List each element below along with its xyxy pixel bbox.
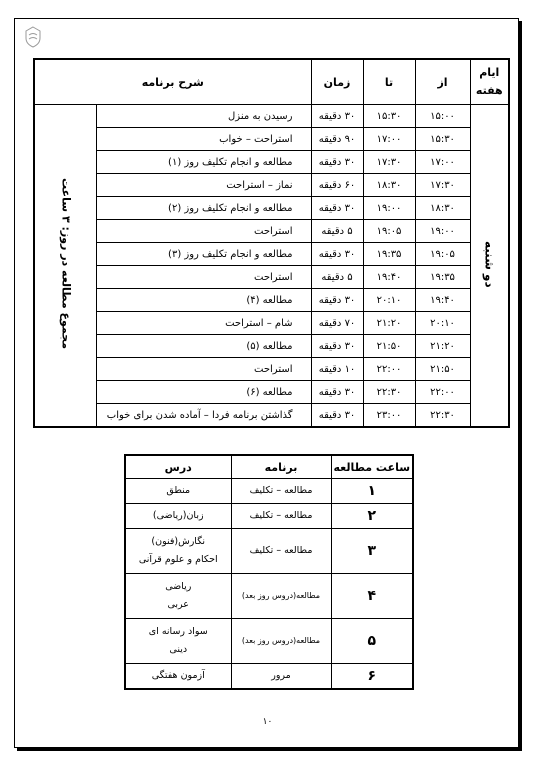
from-cell: ۱۷:۳۰ <box>415 174 470 197</box>
lesson-line: احکام و علوم قرآنی <box>138 554 218 565</box>
description-cell: مطالعه و انجام تکلیف روز (۱) <box>96 151 311 174</box>
study-plan-cell: مطالعه – تکلیف <box>231 504 331 529</box>
duration-cell: ۳۰ دقیقه <box>311 243 363 266</box>
duration-cell: ۹۰ دقیقه <box>311 128 363 151</box>
description-cell: مطالعه (۵) <box>96 335 311 358</box>
to-cell: ۲۱:۵۰ <box>363 335 415 358</box>
daily-total-cell <box>34 105 96 428</box>
schedule-row <box>34 197 509 220</box>
from-cell: ۲۰:۱۰ <box>415 312 470 335</box>
from-cell: ۱۹:۳۵ <box>415 266 470 289</box>
study-header-row <box>125 455 413 479</box>
duration-cell: ۵ دقیقه <box>311 220 363 243</box>
to-cell: ۱۹:۰۵ <box>363 220 415 243</box>
schedule-row <box>34 312 509 335</box>
schedule-row <box>34 151 509 174</box>
header-day <box>470 59 509 105</box>
study-row <box>125 529 413 574</box>
to-cell: ۲۰:۱۰ <box>363 289 415 312</box>
description-cell: گذاشتن برنامه فردا – آماده شدن برای خواب <box>96 404 311 428</box>
day-label: دو شنبه <box>482 240 497 288</box>
description-cell: شام – استراحت <box>96 312 311 335</box>
from-cell: ۱۵:۰۰ <box>415 105 470 128</box>
schedule-row <box>34 381 509 404</box>
study-plan-cell: مرور <box>231 664 331 690</box>
to-cell: ۱۹:۳۵ <box>363 243 415 266</box>
to-cell: ۱۹:۴۰ <box>363 266 415 289</box>
to-cell: ۱۷:۰۰ <box>363 128 415 151</box>
study-hour-number: ۶ <box>331 664 413 690</box>
description-cell: مطالعه (۶) <box>96 381 311 404</box>
header-day-line1: ایام <box>479 66 500 79</box>
description-cell: مطالعه و انجام تکلیف روز (۳) <box>96 243 311 266</box>
schedule-row <box>34 358 509 381</box>
to-cell: ۱۸:۳۰ <box>363 174 415 197</box>
from-cell: ۲۱:۵۰ <box>415 358 470 381</box>
duration-cell: ۳۰ دقیقه <box>311 335 363 358</box>
duration-cell: ۱۰ دقیقه <box>311 358 363 381</box>
study-lesson-cell <box>125 574 231 619</box>
schedule-row <box>34 220 509 243</box>
from-cell: ۱۸:۳۰ <box>415 197 470 220</box>
study-lesson-cell <box>125 619 231 664</box>
lesson-line: ریاضی <box>165 581 192 592</box>
schedule-row <box>34 105 509 128</box>
header-study-hour: ساعت مطالعه <box>331 455 413 479</box>
description-cell: رسیدن به منزل <box>96 105 311 128</box>
from-cell: ۱۹:۰۵ <box>415 243 470 266</box>
study-row <box>125 664 413 690</box>
study-hour-number: ۳ <box>331 529 413 574</box>
from-cell: ۲۱:۲۰ <box>415 335 470 358</box>
to-cell: ۱۷:۳۰ <box>363 151 415 174</box>
schedule-row <box>34 128 509 151</box>
duration-cell: ۳۰ دقیقه <box>311 105 363 128</box>
emblem-icon <box>24 26 42 48</box>
study-plan-cell: مطالعه – تکلیف <box>231 479 331 504</box>
from-cell: ۲۲:۳۰ <box>415 404 470 428</box>
lesson-line: عربی <box>167 599 189 610</box>
study-hour-number: ۵ <box>331 619 413 664</box>
to-cell: ۱۹:۰۰ <box>363 197 415 220</box>
daily-schedule-table <box>33 58 510 428</box>
header-duration: زمان <box>311 59 363 105</box>
to-cell: ۲۱:۲۰ <box>363 312 415 335</box>
study-plan-cell: مطالعه(دروس روز بعد) <box>231 619 331 664</box>
study-lesson-cell <box>125 504 231 529</box>
duration-cell: ۳۰ دقیقه <box>311 151 363 174</box>
from-cell: ۱۵:۳۰ <box>415 128 470 151</box>
schedule-row <box>34 266 509 289</box>
schedule-row <box>34 289 509 312</box>
study-row <box>125 504 413 529</box>
description-cell: مطالعه و انجام تکلیف روز (۲) <box>96 197 311 220</box>
to-cell: ۲۲:۰۰ <box>363 358 415 381</box>
lesson-line: سواد رسانه ای <box>148 626 208 637</box>
lesson-line: زبان(ریاضی) <box>152 510 204 521</box>
header-plan: برنامه <box>231 455 331 479</box>
study-lesson-cell <box>125 479 231 504</box>
lesson-line: دینی <box>169 644 188 655</box>
header-lesson: درس <box>125 455 231 479</box>
description-cell: مطالعه (۴) <box>96 289 311 312</box>
header-from: از <box>415 59 470 105</box>
study-row <box>125 479 413 504</box>
description-cell: استراحت <box>96 220 311 243</box>
day-cell <box>470 105 509 428</box>
description-cell: نماز – استراحت <box>96 174 311 197</box>
duration-cell: ۳۰ دقیقه <box>311 404 363 428</box>
duration-cell: ۳۰ دقیقه <box>311 197 363 220</box>
study-hour-number: ۲ <box>331 504 413 529</box>
description-cell: استراحت <box>96 266 311 289</box>
study-row <box>125 619 413 664</box>
study-lesson-cell <box>125 664 231 690</box>
duration-cell: ۳۰ دقیقه <box>311 289 363 312</box>
to-cell: ۲۲:۳۰ <box>363 381 415 404</box>
study-row <box>125 574 413 619</box>
study-hour-number: ۱ <box>331 479 413 504</box>
from-cell: ۱۹:۴۰ <box>415 289 470 312</box>
schedule-row <box>34 404 509 428</box>
study-hours-table <box>124 454 414 690</box>
description-cell: استراحت <box>96 358 311 381</box>
study-plan-cell: مطالعه(دروس روز بعد) <box>231 574 331 619</box>
description-cell: استراحت – خواب <box>96 128 311 151</box>
header-to: تا <box>363 59 415 105</box>
schedule-header-row <box>34 59 509 105</box>
study-hour-number: ۴ <box>331 574 413 619</box>
to-cell: ۱۵:۳۰ <box>363 105 415 128</box>
lesson-line: منطق <box>166 485 191 496</box>
page-number: ۱۰ <box>262 717 273 727</box>
schedule-row <box>34 243 509 266</box>
to-cell: ۲۳:۰۰ <box>363 404 415 428</box>
duration-cell: ۷۰ دقیقه <box>311 312 363 335</box>
from-cell: ۱۹:۰۰ <box>415 220 470 243</box>
duration-cell: ۵ دقیقه <box>311 266 363 289</box>
lesson-line: نگارش(فنون) <box>151 536 206 547</box>
header-description: شرح برنامه <box>34 59 311 105</box>
from-cell: ۲۲:۰۰ <box>415 381 470 404</box>
schedule-row <box>34 335 509 358</box>
duration-cell: ۶۰ دقیقه <box>311 174 363 197</box>
daily-total-label: مجموع مطالعه در روز: ۳ ساعت <box>59 178 73 350</box>
from-cell: ۱۷:۰۰ <box>415 151 470 174</box>
duration-cell: ۳۰ دقیقه <box>311 381 363 404</box>
schedule-row <box>34 174 509 197</box>
study-plan-cell: مطالعه – تکلیف <box>231 529 331 574</box>
study-lesson-cell <box>125 529 231 574</box>
lesson-line: آزمون هفتگی <box>151 670 205 681</box>
header-day-line2: هفته <box>475 84 503 97</box>
